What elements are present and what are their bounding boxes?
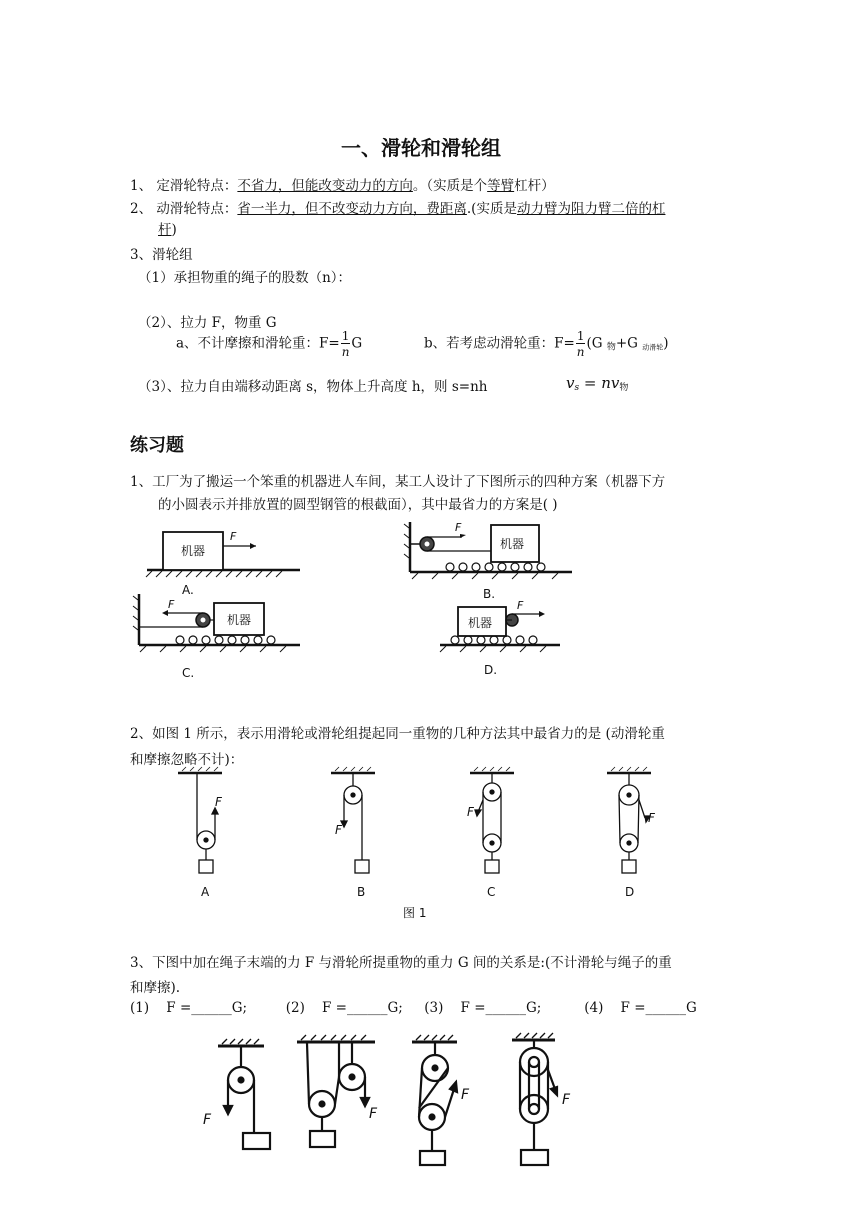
velocity-v: v (566, 374, 575, 392)
q3-1-force: F (203, 1112, 212, 1128)
q2-figure-caption: 图 1 (403, 906, 427, 920)
formula-b-plus: +G (615, 335, 643, 352)
item-1-text: 。（实质是个 (412, 178, 488, 194)
formula-b-close: ) (663, 335, 669, 352)
q2-a-force: F (215, 795, 222, 809)
item-2-label: 2、 动滑轮特点： (130, 201, 238, 217)
q3-4-force: F (562, 1092, 571, 1108)
q3-option-2 (297, 1035, 375, 1147)
q1-d-label: D. (484, 663, 498, 677)
q1-d-force-label: F (517, 599, 524, 612)
fraction-num-b: 1 (576, 329, 585, 343)
q2-a-label: A (201, 885, 210, 899)
q2-d-force: F (648, 811, 655, 825)
formula-a-text: a、不计摩擦和滑轮重：F= (176, 335, 340, 352)
q2-c-force: F (467, 805, 474, 819)
formula-b-text: b、若考虑动滑轮重：F= (424, 335, 575, 352)
q1-b-label: B. (483, 587, 496, 601)
q3-option-3 (412, 1035, 457, 1165)
q2-c-label: C (487, 885, 496, 899)
q3-2-force: F (369, 1106, 378, 1122)
item-2-essence-end: 杆 (158, 222, 172, 238)
formula-b-dyn: 动滑轮 (642, 343, 664, 352)
q2-d-label: D (625, 885, 635, 899)
formula-b-open: (G (586, 335, 607, 352)
practice-heading: 练习题 (130, 435, 184, 456)
item-2-text: .(实质是 (466, 201, 517, 217)
item-2-close: ) (171, 222, 177, 238)
q3-3-force: F (461, 1087, 470, 1103)
question-1-line-2: 的小圆表示并排放置的圆型钢管的根截面），其中最省力的方案是( ) (158, 497, 558, 513)
velocity-obj: 物 (619, 383, 629, 393)
fraction-den: n (341, 345, 350, 359)
q2-b-label: B (357, 885, 366, 899)
item-1-equal-arm: 等臂 (487, 178, 515, 194)
sub-item-1: （1）承担物重的绳子的股数（n）： (138, 270, 352, 286)
question-3-blanks: (1) F =______G; (2) F =______G; (3) F =______G; (4) F =______G (130, 1000, 697, 1016)
velocity-eq: = nv (579, 374, 620, 392)
q1-b-force-label: F (455, 521, 462, 534)
q2-b-force: F (335, 823, 342, 837)
question-2-line-2: 和摩擦忽略不计)： (130, 752, 244, 768)
question-1-line-1: 1、工厂为了搬运一个笨重的机器进人车间，某工人设计了下图所示的四种方案（机器下方 (130, 474, 666, 490)
item-pulley-block: 3、滑轮组 (130, 247, 193, 263)
formula-b-obj: 物 (606, 342, 616, 353)
fraction-den-b: n (576, 345, 585, 359)
question-3-line-2: 和摩擦). (130, 980, 181, 996)
q1-b-machine-label: 机器 (500, 537, 525, 551)
item-2-feature: 省一半力，但不改变动力方向，费距离 (237, 201, 467, 217)
q1-c-label: C. (182, 666, 195, 680)
item-2-essence: 动力臂为阻力臂二倍的杠 (516, 201, 666, 217)
item-1-lever: 杠杆） (514, 178, 555, 194)
sub-item-2: （2）、拉力 F，物重 G (138, 315, 277, 331)
q1-d-machine-label: 机器 (468, 616, 493, 630)
q3-option-4 (512, 1033, 557, 1165)
q3-option-1 (218, 1039, 270, 1149)
item-1-label: 1、 定滑轮特点： (130, 178, 238, 194)
question-2-line-1: 2、如图 1 所示，表示用滑轮或滑轮组提起同一重物的几种方法其中最省力的是 (动滑轮重 (130, 726, 665, 742)
sub-item-3: （3）、拉力自由端移动距离 s，物体上升高度 h，则 s=nh (138, 379, 488, 395)
formula-a-g: G (351, 335, 363, 352)
q1-c-force-label: F (168, 598, 175, 611)
question-3-line-1: 3、下图中加在绳子末端的力 F 与滑轮所提重物的重力 G 间的关系是:(不计滑轮与绳子的重 (130, 955, 672, 971)
q1-c-machine-label: 机器 (227, 613, 252, 627)
q1-a-force-label: F (230, 530, 237, 543)
q1-a-label: A. (182, 583, 194, 597)
fraction-num: 1 (341, 329, 350, 343)
velocity-s: s (574, 383, 580, 393)
page-title: 一、滑轮和滑轮组 (341, 136, 501, 160)
q1-a-machine-label: 机器 (181, 544, 206, 558)
item-1-feature: 不省力，但能改变动力的方向 (237, 178, 413, 194)
